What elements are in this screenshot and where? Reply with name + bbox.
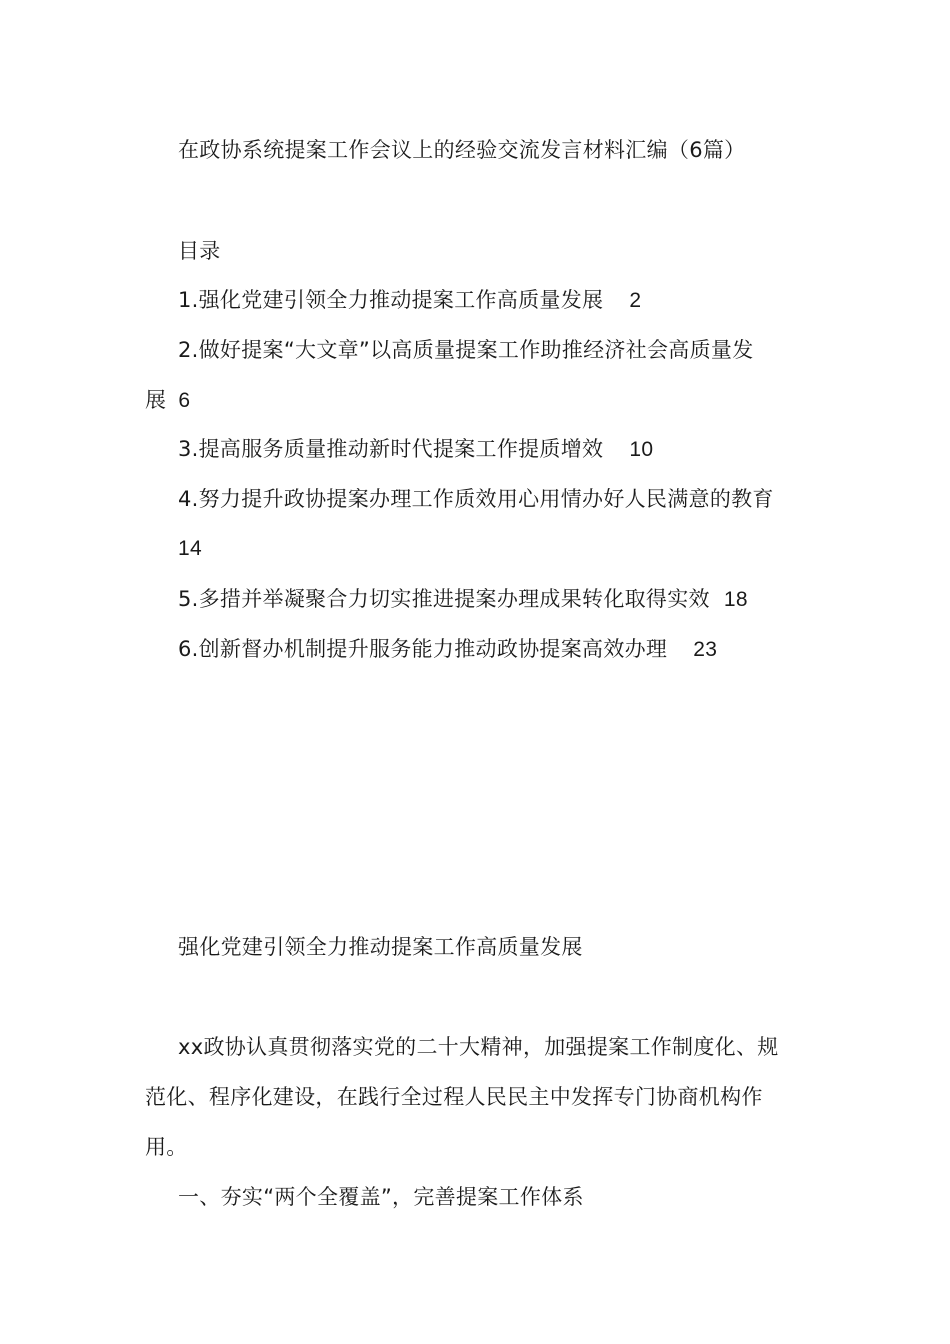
toc-item-page: 18 (723, 588, 748, 611)
toc-item-label: 1.强化党建引领全力推动提案工作高质量发展 (178, 288, 604, 312)
toc-item-label: 展 (145, 388, 167, 412)
toc-item-4-page: 14 (178, 537, 202, 560)
toc-item-page: 10 (629, 438, 654, 461)
toc-item-label: 4.努力提升政协提案办理工作质效用心用情办好人民满意的教育 (178, 487, 774, 511)
paragraph-line-1: xx政协认真贯彻落实党的二十大精神，加强提案工作制度化、规 (178, 1035, 779, 1059)
toc-item-4[interactable] (178, 485, 774, 513)
toc-heading: 目录 (178, 239, 221, 263)
section-title: 强化党建引领全力推动提案工作高质量发展 (178, 935, 583, 959)
toc-item-2-continuation[interactable] (145, 386, 190, 415)
toc-item-2[interactable] (178, 336, 754, 364)
toc-item-label: 6.创新督办机制提升服务能力推动政协提案高效办理 (178, 637, 668, 661)
toc-item-1[interactable] (178, 286, 641, 315)
toc-item-page: 6 (178, 389, 191, 412)
toc-item-page: 23 (693, 638, 718, 661)
subheading: 一、夯实“两个全覆盖”，完善提案工作体系 (178, 1185, 584, 1209)
paragraph-line-2: 范化、程序化建设，在践行全过程人民民主中发挥专门协商机构作 (145, 1085, 763, 1109)
paragraph-line-3: 用。 (145, 1135, 188, 1159)
toc-item-label: 3.提高服务质量推动新时代提案工作提质增效 (178, 437, 604, 461)
toc-item-5[interactable] (178, 585, 748, 614)
toc-item-6[interactable] (178, 635, 717, 664)
toc-item-label: 5.多措并举凝聚合力切实推进提案办理成果转化取得实效 (178, 587, 710, 611)
toc-item-3[interactable] (178, 435, 653, 464)
toc-item-label: 2.做好提案“大文章”以高质量提案工作助推经济社会高质量发 (178, 338, 754, 362)
document-title: 在政协系统提案工作会议上的经验交流发言材料汇编（6篇） (178, 138, 746, 162)
toc-item-page: 2 (629, 289, 642, 312)
